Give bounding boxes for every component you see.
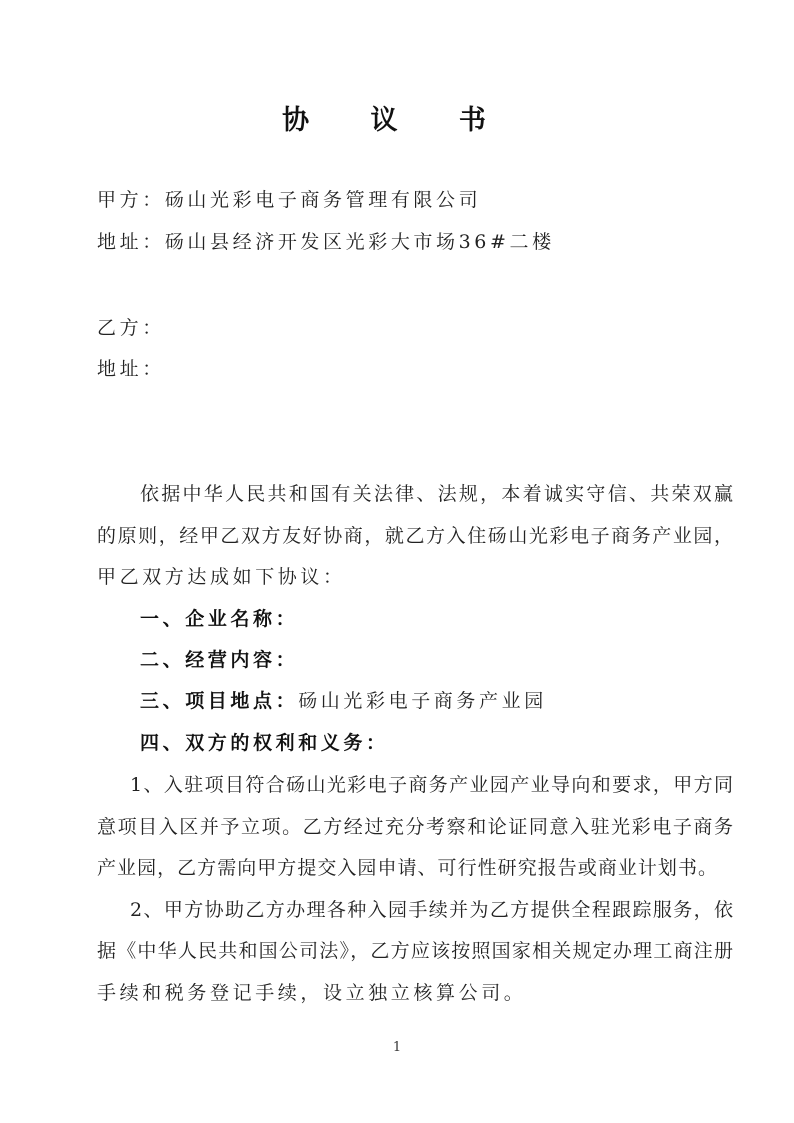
party-b-address-line <box>97 357 165 381</box>
clause-2-line-2: 据《中华人民共和国公司法》，乙方应该按照国家相关规定办理工商注册 <box>97 940 733 962</box>
party-b-address-label: 地址： <box>97 358 165 380</box>
section-rights-obligations <box>140 731 389 755</box>
clause-2-line-3: 手续和税务登记手续，设立独立核算公司。 <box>97 982 527 1004</box>
section-heading: 三、项目地点： <box>140 690 299 712</box>
section-heading: 二、经营内容： <box>140 649 299 671</box>
preamble-line-2: 的原则，经甲乙双方友好协商，就乙方入住砀山光彩电子商务产业园， <box>97 525 733 547</box>
document-title: 协 议 书 <box>282 105 512 136</box>
section-heading: 一、企业名称： <box>140 608 299 630</box>
party-a-address: 砀山县经济开发区光彩大市场36#二楼 <box>164 231 555 253</box>
clause-2-line-1: 2、甲方协助乙方办理各种入园手续并为乙方提供全程跟踪服务，依 <box>130 899 733 921</box>
party-a-label: 甲方： <box>97 189 165 211</box>
clause-1-line-1: 1、入驻项目符合砀山光彩电子商务产业园产业导向和要求，甲方同 <box>130 774 733 796</box>
party-a-line <box>97 188 481 212</box>
section-value: 砀山光彩电子商务产业园 <box>298 690 547 712</box>
party-a-name: 砀山光彩电子商务管理有限公司 <box>164 189 482 211</box>
party-a-address-line <box>97 230 555 254</box>
section-heading: 四、双方的权利和义务： <box>140 732 389 754</box>
party-b-line <box>97 316 165 340</box>
clause-1-line-2: 意项目入区并予立项。乙方经过充分考察和论证同意入驻光彩电子商务 <box>97 816 733 838</box>
preamble-line-1: 依据中华人民共和国有关法律、法规，本着诚实守信、共荣双赢 <box>140 483 733 505</box>
page-number: 1 <box>392 1040 402 1055</box>
section-company-name <box>140 607 298 631</box>
clause-1-line-3: 产业园，乙方需向甲方提交入园申请、可行性研究报告或商业计划书。 <box>97 857 717 879</box>
section-project-location <box>140 689 547 713</box>
party-b-label: 乙方： <box>97 317 165 339</box>
preamble-line-3: 甲乙双方达成如下协议： <box>97 566 346 588</box>
party-a-address-label: 地址： <box>97 231 165 253</box>
section-business-scope <box>140 648 298 672</box>
